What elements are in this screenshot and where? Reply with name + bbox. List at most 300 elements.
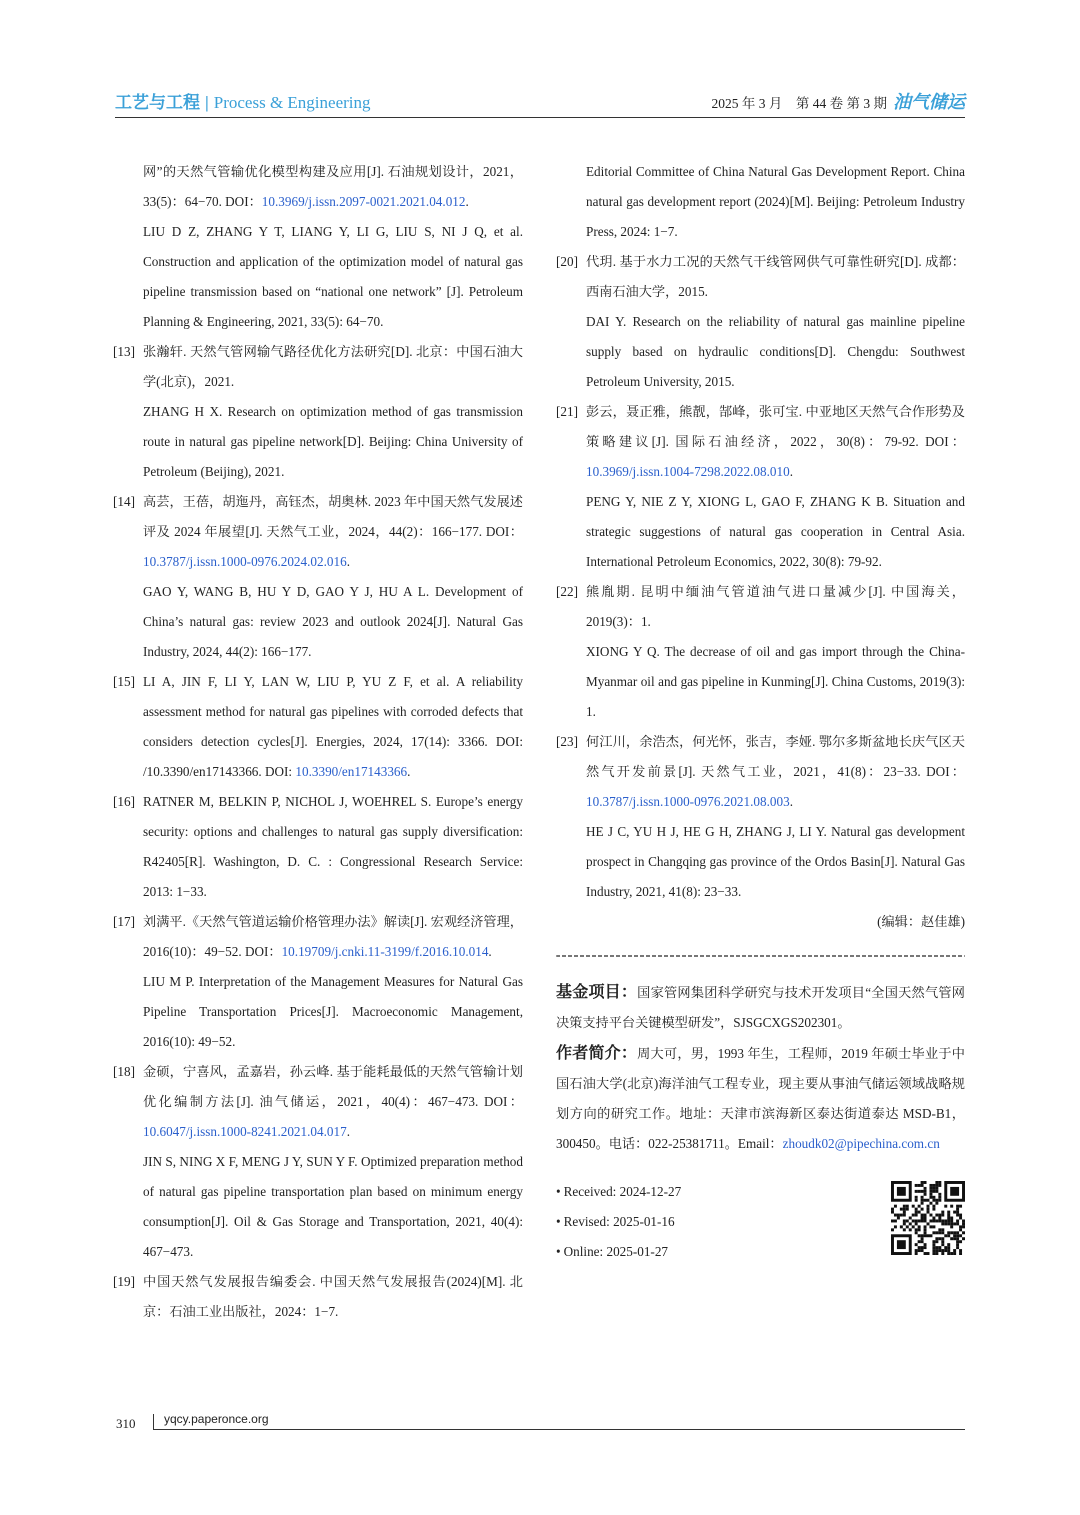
reference-text	[143, 1267, 523, 1327]
qr-module	[959, 1228, 962, 1231]
qr-module	[950, 1187, 959, 1196]
qr-module	[959, 1214, 962, 1217]
reference-entry	[113, 397, 523, 487]
qr-module	[932, 1217, 935, 1220]
reference-text	[143, 397, 523, 487]
received-date: • Received: 2024-12-27	[556, 1177, 965, 1207]
qr-module	[921, 1237, 924, 1240]
author-text: 周大可，男，1993 年生，工程师，2019 年硕士毕业于中国石油大学(北京)海洋油气工程专业，现主要从事油气储运领域战略规划方向的研究工作。地址：天津市滨海新区泰达街道泰达 MSD-B1，300450。电话：022-25381711。Email：	[556, 1046, 965, 1151]
right-references	[556, 157, 965, 907]
section-title-en: Process & Engineering	[213, 93, 371, 112]
reference-body: 熊胤期. 昆明中缅油气管道油气进口量减少[J]. 中国海关，2019(3)：1.	[586, 584, 965, 629]
qr-module	[921, 1199, 924, 1202]
qr-module	[941, 1219, 944, 1222]
qr-module	[897, 1217, 900, 1220]
qr-module	[915, 1208, 918, 1211]
qr-module	[938, 1231, 941, 1234]
qr-module	[950, 1237, 953, 1240]
qr-module	[938, 1214, 941, 1217]
footer-url: yqcy.paperonce.org	[164, 1412, 269, 1426]
reference-body: 中国天然气发展报告编委会. 中国天然气发展报告(2024)[M]. 北京：石油工业出版社，2024：1−7.	[143, 1274, 523, 1319]
qr-module	[947, 1231, 950, 1234]
qr-module	[935, 1199, 938, 1202]
qr-module	[915, 1243, 918, 1246]
qr-module	[941, 1240, 944, 1243]
reference-entry	[113, 907, 523, 967]
qr-module	[915, 1252, 918, 1255]
qr-module	[935, 1237, 938, 1240]
qr-module	[915, 1196, 918, 1199]
qr-module	[959, 1240, 962, 1243]
qr-module	[962, 1231, 965, 1234]
qr-module	[915, 1214, 918, 1217]
qr-module	[918, 1211, 921, 1214]
qr-module	[909, 1222, 912, 1225]
reference-text	[586, 577, 965, 637]
reference-entry	[556, 247, 965, 307]
qr-module	[935, 1187, 938, 1190]
qr-module	[950, 1225, 953, 1228]
qr-module	[912, 1219, 915, 1222]
dates-block	[556, 1177, 965, 1267]
qr-module	[950, 1205, 953, 1208]
reference-text	[586, 727, 965, 817]
qr-module	[953, 1249, 956, 1252]
reference-number: [13]	[113, 344, 135, 359]
qr-module	[924, 1228, 927, 1231]
doi-link[interactable]: 10.6047/j.issn.1000-8241.2021.04.017	[143, 1124, 347, 1139]
reference-tail: .	[789, 794, 793, 809]
reference-body: 彭云，聂正雅，熊靓，郜峰，张可宝. 中亚地区天然气合作形势及策略建议[J]. 国际石油经济，2022，30(8)：79-92. DOI：	[586, 404, 965, 449]
reference-entry	[556, 157, 965, 247]
qr-module	[927, 1208, 930, 1211]
footer-tick	[153, 1414, 154, 1429]
reference-text	[143, 577, 523, 667]
reference-body: LI A, JIN F, LI Y, LAN W, LIU P, YU Z F, et al. A reliability assessment method for natural gas pipelines with corroded defects that considers detection cycles[J]. Energies, 2024, 17(14): 3366. DOI: /10.3390/en17143366. DOI:	[143, 674, 523, 779]
reference-tail: .	[407, 764, 411, 779]
reference-number: [22]	[556, 584, 578, 599]
qr-module	[956, 1214, 959, 1217]
qr-module	[929, 1196, 932, 1199]
qr-module	[929, 1190, 932, 1193]
qr-module	[953, 1222, 956, 1225]
qr-module	[894, 1214, 897, 1217]
qr-module	[918, 1240, 921, 1243]
qr-module	[924, 1252, 927, 1255]
qr-module	[921, 1181, 924, 1184]
qr-module	[891, 1208, 894, 1211]
reference-text	[143, 1147, 523, 1267]
qr-module	[894, 1219, 897, 1222]
reference-body: XIONG Y Q. The decrease of oil and gas import through the China-Myanmar oil and gas pipeline in Kunming[J]. China Customs, 2019(3): 1.	[586, 644, 965, 719]
qr-module	[900, 1214, 903, 1217]
qr-module	[935, 1184, 938, 1187]
qr-module	[938, 1196, 941, 1199]
qr-module	[927, 1211, 930, 1214]
qr-module	[941, 1231, 944, 1234]
qr-module	[941, 1222, 944, 1225]
qr-module	[944, 1222, 947, 1225]
qr-module	[941, 1211, 944, 1214]
qr-module	[924, 1219, 927, 1222]
qr-module	[924, 1181, 927, 1184]
reference-text	[143, 337, 523, 397]
reference-body: 金硕，宁喜风，孟嘉岩，孙云峰. 基于能耗最低的天然气管输计划优化编制方法[J]. 油气储运，2021，40(4)：467−473. DOI：	[143, 1064, 523, 1109]
qr-module	[935, 1190, 938, 1193]
qr-module	[962, 1237, 965, 1240]
qr-module	[938, 1246, 941, 1249]
qr-module	[915, 1211, 918, 1214]
qr-module	[935, 1240, 938, 1243]
reference-number: [15]	[113, 674, 135, 689]
qr-module	[900, 1208, 903, 1211]
qr-module	[921, 1196, 924, 1199]
qr-module	[932, 1205, 935, 1208]
qr-module	[909, 1228, 912, 1231]
reference-entry	[113, 667, 523, 787]
qr-module	[944, 1249, 947, 1252]
qr-module	[918, 1219, 921, 1222]
reference-body: 刘满平.《天然气管道运输价格管理办法》解读[J]. 宏观经济管理，2016(10)：49−52. DOI：	[143, 914, 523, 959]
reference-body: Editorial Committee of China Natural Gas Development Report. China natural gas development report (2024)[M]. Beijing: Petroleum Industry Press, 2024: 1−7.	[586, 164, 965, 239]
qr-module	[918, 1184, 921, 1187]
qr-module	[918, 1249, 921, 1252]
qr-module	[953, 1231, 956, 1234]
qr-module	[944, 1246, 947, 1249]
qr-module	[938, 1237, 941, 1240]
qr-module	[912, 1205, 915, 1208]
reference-body: LIU M P. Interpretation of the Management Measures for Natural Gas Pipeline Transportation Prices[J]. Macroeconomic Management, 2016(10): 49−52.	[143, 974, 523, 1049]
doi-link[interactable]: 10.3969/j.issn.1004-7298.2022.08.010	[586, 464, 790, 479]
reference-tail: .	[488, 944, 492, 959]
reference-text	[586, 637, 965, 727]
qr-module	[918, 1228, 921, 1231]
reference-number: [18]	[113, 1064, 135, 1079]
qr-module	[959, 1234, 962, 1237]
qr-module	[941, 1252, 944, 1255]
qr-module	[947, 1243, 950, 1246]
qr-module	[929, 1187, 932, 1190]
qr-module	[929, 1219, 932, 1222]
author-label: 作者简介：	[556, 1043, 638, 1062]
qr-module	[924, 1234, 927, 1237]
qr-module	[924, 1190, 927, 1193]
reference-tail: .	[346, 1124, 350, 1139]
qr-module	[903, 1214, 906, 1217]
reference-entry	[556, 487, 965, 577]
reference-entry	[556, 577, 965, 637]
reference-body: PENG Y, NIE Z Y, XIONG L, GAO F, ZHANG K B. Situation and strategic suggestions of natural gas cooperation in Central Asia. International Petroleum Economics, 2022, 30(8): 79-92.	[586, 494, 965, 569]
reference-text	[586, 247, 965, 307]
left-column	[113, 157, 523, 1327]
qr-module	[921, 1246, 924, 1249]
reference-number: [20]	[556, 254, 578, 269]
qr-module	[927, 1252, 930, 1255]
qr-module	[932, 1249, 935, 1252]
qr-module	[932, 1240, 935, 1243]
qr-module	[959, 1252, 962, 1255]
funding-block	[556, 977, 965, 1038]
qr-module	[897, 1240, 906, 1249]
qr-module	[956, 1205, 959, 1208]
reference-entry	[113, 967, 523, 1057]
qr-module	[903, 1228, 906, 1231]
qr-module	[935, 1252, 938, 1255]
running-header	[115, 86, 965, 116]
qr-module	[924, 1214, 927, 1217]
reference-body: 网”的天然气管输优化模型构建及应用[J]. 石油规划设计，2021，33(5)：64−70. DOI：	[143, 164, 523, 209]
qr-module	[924, 1187, 927, 1190]
qr-module	[944, 1205, 947, 1208]
qr-module	[944, 1219, 947, 1222]
qr-module	[903, 1211, 906, 1214]
qr-module	[944, 1234, 947, 1237]
qr-module	[950, 1219, 953, 1222]
qr-module	[915, 1190, 918, 1193]
qr-module	[924, 1217, 927, 1220]
qr-module	[947, 1252, 950, 1255]
reference-text	[143, 157, 523, 217]
qr-module	[903, 1205, 906, 1208]
qr-module	[932, 1243, 935, 1246]
reference-number: [17]	[113, 914, 135, 929]
qr-module	[921, 1249, 924, 1252]
reference-body: ZHANG H X. Research on optimization method of gas transmission route in natural gas pipeline network[D]. Beijing: China University of Petroleum (Beijing), 2021.	[143, 404, 523, 479]
qr-module	[947, 1234, 950, 1237]
reference-number: [23]	[556, 734, 578, 749]
qr-module	[941, 1243, 944, 1246]
reference-body: GAO Y, WANG B, HU Y D, GAO Y J, HU A L. Development of China’s natural gas: review 2023 and outlook 2024[J]. Natural Gas Industry, 2024, 44(2): 166−177.	[143, 584, 523, 659]
author-email-link[interactable]: zhoudk02@pipechina.com.cn	[782, 1136, 940, 1151]
reference-entry	[556, 817, 965, 907]
reference-body: RATNER M, BELKIN P, NICHOL J, WOEHREL S. Europe’s energy security: options and challenges to natural gas supply diversification: R42405[R]. Washington, D. C. : Congressional Research Service: 2013: 1−33.	[143, 794, 523, 899]
qr-module	[921, 1184, 924, 1187]
qr-module	[962, 1219, 965, 1222]
qr-module	[956, 1234, 959, 1237]
qr-module	[941, 1237, 944, 1240]
qr-module	[921, 1208, 924, 1211]
qr-module	[950, 1222, 953, 1225]
reference-entry	[113, 157, 523, 217]
editor-note: (编辑：赵佳雄)	[877, 914, 965, 929]
doi-link[interactable]: 10.3969/j.issn.2097-0021.2021.04.012	[261, 194, 466, 209]
reference-entry	[556, 397, 965, 487]
qr-module	[932, 1246, 935, 1249]
qr-module	[935, 1214, 938, 1217]
qr-module	[956, 1219, 959, 1222]
right-column	[556, 157, 965, 1267]
qr-module	[921, 1217, 924, 1220]
reference-body: LIU D Z, ZHANG Y T, LIANG Y, LI G, LIU S, NI J Q, et al. Construction and application of the optimization model of natural gas pipeline transmission based on “national one network” [J]. Petroleum Planning & Engineering, 2021, 33(5): 64−70.	[143, 224, 523, 329]
qr-module	[932, 1187, 935, 1190]
qr-module	[956, 1240, 959, 1243]
qr-module	[912, 1214, 915, 1217]
qr-module	[950, 1231, 953, 1234]
qr-module	[938, 1184, 941, 1187]
qr-module	[938, 1181, 941, 1184]
qr-module	[924, 1193, 927, 1196]
reference-body: JIN S, NING X F, MENG J Y, SUN Y F. Optimized preparation method of natural gas pipeline transportation plan based on minimum energy consumption[J]. Oil & Gas Storage and Transportation, 2021, 40(4): 467−473.	[143, 1154, 523, 1259]
qr-module	[932, 1252, 935, 1255]
qr-module	[924, 1246, 927, 1249]
qr-module	[947, 1211, 950, 1214]
qr-module	[959, 1217, 962, 1220]
revised-date: • Revised: 2025-01-16	[556, 1207, 965, 1237]
reference-text	[586, 817, 965, 907]
qr-module	[938, 1217, 941, 1220]
reference-entry	[113, 787, 523, 907]
qr-module	[915, 1184, 918, 1187]
qr-module	[953, 1237, 956, 1240]
qr-module	[956, 1231, 959, 1234]
qr-module	[953, 1252, 956, 1255]
qr-module	[891, 1219, 894, 1222]
reference-entry	[113, 1057, 523, 1147]
reference-number: [21]	[556, 404, 578, 419]
issue-info	[712, 88, 966, 114]
qr-module	[915, 1219, 918, 1222]
divider-wavy	[556, 955, 965, 957]
footer-rule	[153, 1429, 965, 1430]
reference-tail: .	[465, 194, 469, 209]
qr-module	[918, 1205, 921, 1208]
qr-module	[932, 1184, 935, 1187]
reference-entry	[113, 1147, 523, 1267]
qr-module	[938, 1249, 941, 1252]
qr-module	[947, 1219, 950, 1222]
qr-module	[947, 1222, 950, 1225]
qr-module	[947, 1249, 950, 1252]
qr-module	[956, 1237, 959, 1240]
funding-text: 国家管网集团科学研究与技术开发项目“全国天然气管网决策支持平台关键模型研发”，SJSGCXGS202301。	[556, 985, 965, 1030]
qr-module	[941, 1228, 944, 1231]
doi-link[interactable]: 10.3787/j.issn.1000-0976.2024.02.016	[143, 554, 347, 569]
issue-text: 2025 年 3 月 第 44 卷 第 3 期	[711, 96, 887, 111]
qr-module	[932, 1190, 935, 1193]
qr-module	[906, 1205, 909, 1208]
reference-text	[143, 217, 523, 337]
reference-body: 高芸，王蓓，胡迤丹，高钰杰，胡奥林. 2023 年中国天然气发展述评及 2024 年展望[J]. 天然气工业，2024，44(2)：166−177. DOI：	[143, 494, 523, 539]
qr-module	[897, 1187, 906, 1196]
qr-module	[915, 1231, 918, 1234]
reference-entry	[556, 637, 965, 727]
qr-module	[921, 1214, 924, 1217]
qr-module	[953, 1234, 956, 1237]
qr-module	[956, 1243, 959, 1246]
qr-module	[918, 1190, 921, 1193]
qr-module	[932, 1231, 935, 1234]
qr-module	[921, 1240, 924, 1243]
qr-module	[915, 1222, 918, 1225]
page-number: 310	[116, 1416, 136, 1431]
qr-module	[959, 1225, 962, 1228]
qr-module	[956, 1211, 959, 1214]
qr-module	[927, 1205, 930, 1208]
qr-module	[891, 1228, 894, 1231]
qr-module	[906, 1208, 909, 1211]
qr-module	[959, 1249, 962, 1252]
qr-module	[950, 1217, 953, 1220]
journal-logo: 油气储运	[893, 92, 965, 113]
qr-module	[932, 1196, 935, 1199]
qr-module	[906, 1219, 909, 1222]
qr-module	[915, 1249, 918, 1252]
qr-module	[938, 1228, 941, 1231]
reference-tail: .	[346, 554, 350, 569]
reference-text	[143, 667, 523, 787]
qr-module	[894, 1225, 897, 1228]
qr-module	[912, 1225, 915, 1228]
qr-module	[921, 1234, 924, 1237]
qr-module	[947, 1217, 950, 1220]
reference-body: 张瀚轩. 天然气管网输气路径优化方法研究[D]. 北京：中国石油大学(北京)，2021.	[143, 344, 523, 389]
qr-module	[929, 1225, 932, 1228]
qr-module	[935, 1202, 938, 1205]
qr-module	[924, 1243, 927, 1246]
qr-module	[935, 1181, 938, 1184]
header-rule	[115, 117, 965, 118]
reference-entry	[113, 577, 523, 667]
reference-body: 何江川，余浩杰，何光怀，张吉，李娅. 鄂尔多斯盆地长庆气区天然气开发前景[J]. 天然气工业，2021，41(8)：23−33. DOI：	[586, 734, 965, 779]
qr-module	[962, 1222, 965, 1225]
doi-link[interactable]: 10.3390/en17143366	[295, 764, 408, 779]
reference-text	[586, 157, 965, 247]
qr-module	[962, 1225, 965, 1228]
qr-module	[924, 1231, 927, 1234]
qr-module	[903, 1208, 906, 1211]
section-title-cn: 工艺与工程	[115, 93, 200, 113]
qr-module	[918, 1234, 921, 1237]
online-date: • Online: 2025-01-27	[556, 1237, 965, 1267]
qr-module	[891, 1211, 894, 1214]
qr-module	[941, 1214, 944, 1217]
qr-module	[932, 1208, 935, 1211]
qr-module	[897, 1214, 900, 1217]
reference-text	[143, 1057, 523, 1147]
reference-body: 代玥. 基于水力工况的天然气干线管网供气可靠性研究[D]. 成都：西南石油大学，2015.	[586, 254, 965, 299]
qr-module	[929, 1214, 932, 1217]
qr-module	[921, 1202, 924, 1205]
qr-module	[924, 1199, 927, 1202]
qr-module	[950, 1252, 953, 1255]
reference-text	[143, 967, 523, 1057]
reference-tail: .	[789, 464, 793, 479]
qr-module	[929, 1202, 932, 1205]
reference-text	[586, 307, 965, 397]
qr-module	[956, 1222, 959, 1225]
reference-number: [16]	[113, 794, 135, 809]
doi-link[interactable]: 10.19709/j.cnki.11-3199/f.2016.10.014	[281, 944, 489, 959]
qr-module	[918, 1225, 921, 1228]
qr-module	[924, 1225, 927, 1228]
qr-module	[903, 1219, 906, 1222]
qr-module	[956, 1208, 959, 1211]
reference-entry	[113, 487, 523, 577]
section-separator: |	[205, 93, 209, 112]
qr-code	[891, 1181, 965, 1255]
qr-module	[918, 1246, 921, 1249]
doi-link[interactable]: 10.3787/j.issn.1000-0976.2021.08.003	[586, 794, 790, 809]
qr-module	[915, 1199, 918, 1202]
reference-text	[143, 787, 523, 907]
qr-module	[953, 1211, 956, 1214]
qr-module	[927, 1222, 930, 1225]
author-block	[556, 1038, 965, 1159]
qr-module	[938, 1219, 941, 1222]
qr-module	[941, 1249, 944, 1252]
qr-module	[932, 1199, 935, 1202]
qr-module	[932, 1219, 935, 1222]
